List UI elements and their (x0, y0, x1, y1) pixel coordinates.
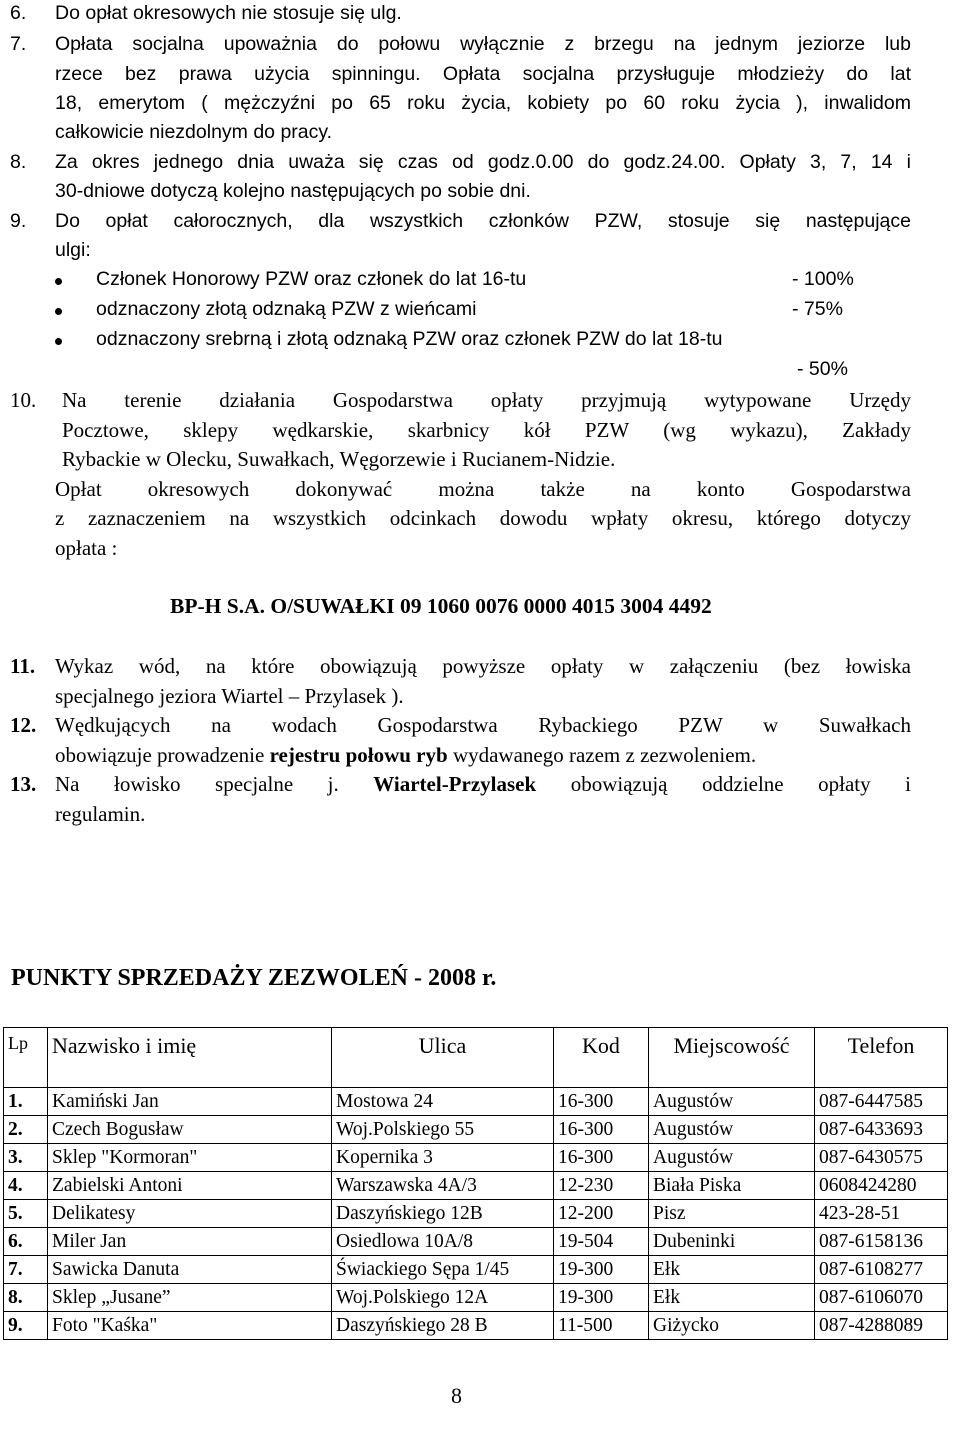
payment-para-line-1: Opłat okresowych dokonywać można także na konto Gospodarstwa (55, 477, 911, 501)
row-number: 3. (4, 1144, 48, 1172)
row-city: Giżycko (649, 1312, 815, 1340)
item-7-line-4: całkowicie niezdolnym do pracy. (55, 121, 333, 143)
row-number: 7. (4, 1256, 48, 1284)
table-row (4, 1116, 948, 1144)
row-name: Sklep "Kormoran" (48, 1144, 332, 1172)
row-number: 1. (4, 1088, 48, 1116)
discount-label-2: odznaczony złotą odznaką PZW z wieńcami (96, 298, 477, 320)
row-city: Biała Piska (649, 1172, 815, 1200)
row-code: 19-300 (554, 1256, 649, 1284)
discount-value-2: - 75% (792, 298, 843, 320)
row-city: Pisz (649, 1200, 815, 1228)
row-number: 6. (4, 1228, 48, 1256)
row-code: 16-300 (554, 1144, 649, 1172)
item-7-line-1: Opłata socjalna upoważnia do połowu wyłącznie z brzegu na jednym jeziorze lub (55, 33, 911, 55)
item-12-line-1: Wędkujących na wodach Gospodarstwa Rybackiego PZW w Suwałkach (55, 713, 911, 737)
page-number: 8 (451, 1383, 462, 1408)
row-street: Woj.Polskiego 12A (332, 1284, 554, 1312)
payment-para-line-2: z zaznaczeniem na wszystkich odcinkach dowodu wpłaty okresu, którego dotyczy (55, 506, 911, 530)
row-city: Ełk (649, 1284, 815, 1312)
row-street: Daszyńskiego 12B (332, 1200, 554, 1228)
row-city: Dubeninki (649, 1228, 815, 1256)
row-name: Sklep „Jusane” (48, 1284, 332, 1312)
row-number: 2. (4, 1116, 48, 1144)
item-8-line-2: 30-dniowe dotyczą kolejno następujących po sobie dni. (55, 180, 531, 202)
row-name: Kamiński Jan (48, 1088, 332, 1116)
row-name: Zabielski Antoni (48, 1172, 332, 1200)
row-city: Ełk (649, 1256, 815, 1284)
header-code: Kod (554, 1028, 649, 1088)
discount-label-1: Członek Honorowy PZW oraz członek do lat 16-tu (96, 268, 527, 290)
row-phone: 0608424280 (815, 1172, 948, 1200)
bullet-icon (55, 278, 62, 285)
item-8-number: 8. (10, 151, 27, 173)
row-number: 9. (4, 1312, 48, 1340)
row-street: Mostowa 24 (332, 1088, 554, 1116)
discount-value-3: - 50% (797, 358, 848, 380)
row-number: 8. (4, 1284, 48, 1312)
header-phone: Telefon (815, 1028, 948, 1088)
row-name: Miler Jan (48, 1228, 332, 1256)
item-12-number: 12. (10, 713, 37, 737)
row-city: Augustów (649, 1088, 815, 1116)
row-phone: 087-4288089 (815, 1312, 948, 1340)
row-phone: 087-6430575 (815, 1144, 948, 1172)
item-8-line-1: Za okres jednego dnia uważa się czas od godz.0.00 do godz.24.00. Opłaty 3, 7, 14 i (55, 151, 911, 173)
bullet-icon (55, 308, 62, 315)
table-row (4, 1228, 948, 1256)
item-7-line-2: rzece bez prawa użycia spinningu. Opłata socjalna przysługuje młodzieży do lat (55, 63, 911, 85)
item-11-number: 11. (10, 654, 36, 678)
item-12-line-2 (55, 743, 756, 768)
item-6-text: Do opłat okresowych nie stosuje się ulg. (55, 2, 402, 24)
table-row (4, 1088, 948, 1116)
item-11-line-1: Wykaz wód, na które obowiązują powyższe opłaty w załączeniu (bez łowiska (55, 654, 911, 678)
row-name: Sawicka Danuta (48, 1256, 332, 1284)
row-code: 16-300 (554, 1088, 649, 1116)
row-code: 16-300 (554, 1116, 649, 1144)
row-street: Kopernika 3 (332, 1144, 554, 1172)
table-row (4, 1312, 948, 1340)
item-9-number: 9. (10, 210, 27, 232)
header-street: Ulica (332, 1028, 554, 1088)
row-code: 19-504 (554, 1228, 649, 1256)
item-7-line-3: 18, emerytom ( mężczyźni po 65 roku życia, kobiety po 60 roku życia ), inwalidom (55, 92, 911, 114)
item-10-line-3: Rybackie w Olecku, Suwałkach, Węgorzewie i Rucianem-Nidzie. (62, 447, 616, 471)
bullet-icon (55, 338, 62, 345)
row-phone: 087-6108277 (815, 1256, 948, 1284)
row-number: 4. (4, 1172, 48, 1200)
discount-value-1: - 100% (792, 268, 854, 290)
table-row (4, 1144, 948, 1172)
item-9-line-2: ulgi: (55, 239, 91, 261)
table-row (4, 1200, 948, 1228)
item-12-line-2-pre: obowiązuje prowadzenie (55, 743, 270, 767)
item-13-number: 13. (10, 772, 37, 796)
row-phone: 087-6106070 (815, 1284, 948, 1312)
bank-account: BP-H S.A. O/SUWAŁKI 09 1060 0076 0000 4015 3004 4492 (170, 594, 712, 618)
row-phone: 087-6433693 (815, 1116, 948, 1144)
item-11-line-2: specjalnego jeziora Wiartel – Przylasek ). (55, 684, 404, 708)
row-name: Foto "Kaśka" (48, 1312, 332, 1340)
row-name: Delikatesy (48, 1200, 332, 1228)
item-6-number: 6. (10, 2, 27, 24)
table-row (4, 1256, 948, 1284)
item-12-bold-text: rejestru połowu ryb (269, 743, 448, 767)
row-street: Daszyńskiego 28 B (332, 1312, 554, 1340)
row-code: 11-500 (554, 1312, 649, 1340)
row-phone: 087-6447585 (815, 1088, 948, 1116)
section-title: PUNKTY SPRZEDAŻY ZEZWOLEŃ - 2008 r. (11, 965, 497, 991)
item-7-number: 7. (10, 33, 27, 55)
table-row (4, 1172, 948, 1200)
header-city: Miejscowość (649, 1028, 815, 1088)
header-name: Nazwisko i imię (48, 1028, 332, 1088)
item-9-line-1: Do opłat całorocznych, dla wszystkich członków PZW, stosuje się następujące (55, 210, 911, 232)
row-phone: 423-28-51 (815, 1200, 948, 1228)
item-13-bold-text: Wiartel-Przylasek (373, 772, 537, 796)
row-code: 12-200 (554, 1200, 649, 1228)
row-name: Czech Bogusław (48, 1116, 332, 1144)
item-13-line-1-pre: Na łowisko specjalne j. (55, 772, 374, 796)
row-street: Świackiego Sępa 1/45 (332, 1256, 554, 1284)
row-code: 12-230 (554, 1172, 649, 1200)
row-phone: 087-6158136 (815, 1228, 948, 1256)
item-10-line-1: Na terenie działania Gospodarstwa opłaty przyjmują wytypowane Urzędy (62, 388, 911, 412)
item-10-line-2: Pocztowe, sklepy wędkarskie, skarbnicy kół PZW (wg wykazu), Zakłady (62, 418, 911, 442)
row-city: Augustów (649, 1116, 815, 1144)
header-lp: Lp (4, 1028, 48, 1088)
item-13-line-1-post: obowiązują oddzielne opłaty i (570, 772, 911, 796)
discount-label-3: odznaczony srebrną i złotą odznaką PZW oraz członek PZW do lat 18-tu (96, 328, 723, 350)
sales-points-table (3, 1027, 948, 1340)
table-row (4, 1284, 948, 1312)
item-13-line-1 (55, 772, 911, 797)
payment-para-line-3: opłata : (55, 536, 118, 560)
row-city: Augustów (649, 1144, 815, 1172)
row-code: 19-300 (554, 1284, 649, 1312)
row-street: Osiedlowa 10A/8 (332, 1228, 554, 1256)
row-street: Woj.Polskiego 55 (332, 1116, 554, 1144)
item-12-line-2-post: wydawanego razem z zezwoleniem. (447, 743, 757, 767)
row-number: 5. (4, 1200, 48, 1228)
item-10-number: 10. (10, 388, 37, 412)
item-13-line-2: regulamin. (55, 802, 146, 826)
table-header-row (4, 1028, 948, 1088)
row-street: Warszawska 4A/3 (332, 1172, 554, 1200)
